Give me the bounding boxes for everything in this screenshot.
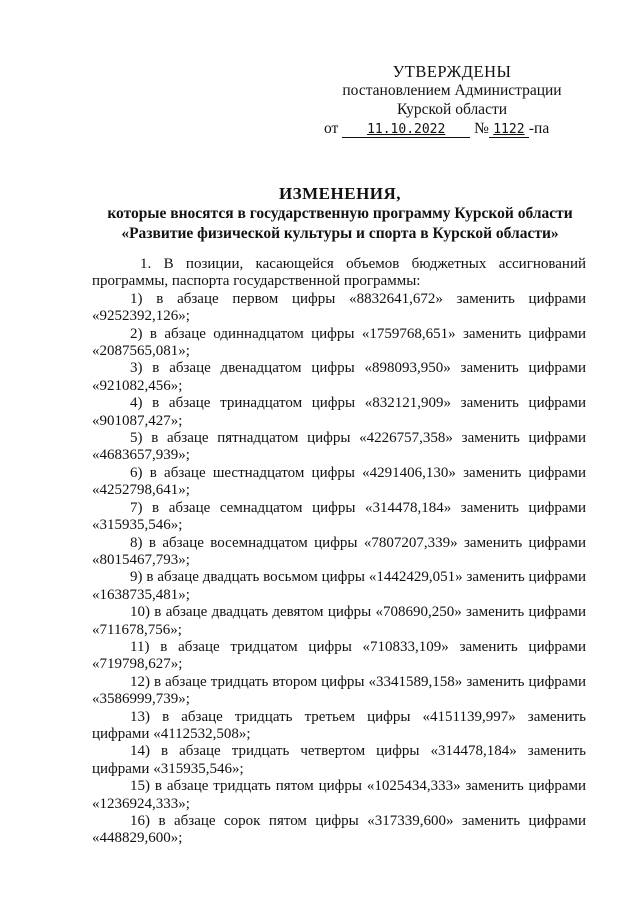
list-item: 14) в абзаце тридцать четвертом цифры «314478,184» заменить цифрами «315935,546»; <box>92 743 586 777</box>
decree-number: 1122 <box>489 122 529 138</box>
approval-heading: УТВЕРЖДЕНЫ <box>392 62 512 81</box>
title-line-3: «Развитие физической культуры и спорта в Курской области» <box>121 225 559 242</box>
approval-line-2: Курской области <box>396 101 508 118</box>
list-item: 8) в абзаце восемнадцатом цифры «7807207,339» заменить цифрами «8015467,793»; <box>92 534 586 568</box>
list-item: 10) в абзаце двадцать девятом цифры «708690,250» заменить цифрами «711678,756»; <box>92 604 586 638</box>
list-item: 1) в абзаце первом цифры «8832641,672» заменить цифрами «9252392,126»; <box>92 290 586 325</box>
list-item: 4) в абзаце тринадцатом цифры «832121,909» заменить цифрами «901087,427»; <box>92 395 586 429</box>
number-label: № <box>474 120 489 137</box>
paragraph-1: 1. В позиции, касающейся объемов бюджетных ассигнований программы, паспорта государственной программы: <box>92 256 586 290</box>
document-body <box>92 256 586 848</box>
title-line-1: ИЗМЕНЕНИЯ, <box>278 184 402 203</box>
title-line-2: которые вносятся в государственную программу Курской области <box>107 205 573 222</box>
list-item: 9) в абзаце двадцать восьмом цифры «1442429,051» заменить цифрами «1638735,481»; <box>92 569 586 603</box>
from-label: от <box>324 120 339 137</box>
approval-line-1: постановлением Администрации <box>342 82 562 99</box>
number-suffix: -па <box>528 120 550 137</box>
list-item: 2) в абзаце одиннадцатом цифры «1759768,651» заменить цифрами «2087565,081»; <box>92 325 586 360</box>
list-item: 5) в абзаце пятнадцатом цифры «4226757,358» заменить цифрами «4683657,939»; <box>92 430 586 464</box>
list-item: 13) в абзаце тридцать третьем цифры «4151139,997» заменить цифрами «4112532,508»; <box>92 708 586 742</box>
list-item: 7) в абзаце семнадцатом цифры «314478,184» заменить цифрами «315935,546»; <box>92 499 586 534</box>
approval-number-line <box>312 119 592 138</box>
list-item: 11) в абзаце тридцатом цифры «710833,109» заменить цифрами «719798,627»; <box>92 638 586 673</box>
list-item: 6) в абзаце шестнадцатом цифры «4291406,130» заменить цифрами «4252798,641»; <box>92 464 586 499</box>
list-item: 3) в абзаце двенадцатом цифры «898093,950» заменить цифрами «921082,456»; <box>92 360 586 394</box>
list-item: 16) в абзаце сорок пятом цифры «317339,600» заменить цифрами «448829,600»; <box>92 813 586 847</box>
list-item: 12) в абзаце тридцать втором цифры «3341589,158» заменить цифрами «3586999,739»; <box>92 673 586 708</box>
decree-date: 11.10.2022 <box>342 122 470 138</box>
approval-block <box>312 62 592 138</box>
list-item: 15) в абзаце тридцать пятом цифры «1025434,333» заменить цифрами «1236924,333»; <box>92 778 586 812</box>
document-title <box>60 184 620 244</box>
